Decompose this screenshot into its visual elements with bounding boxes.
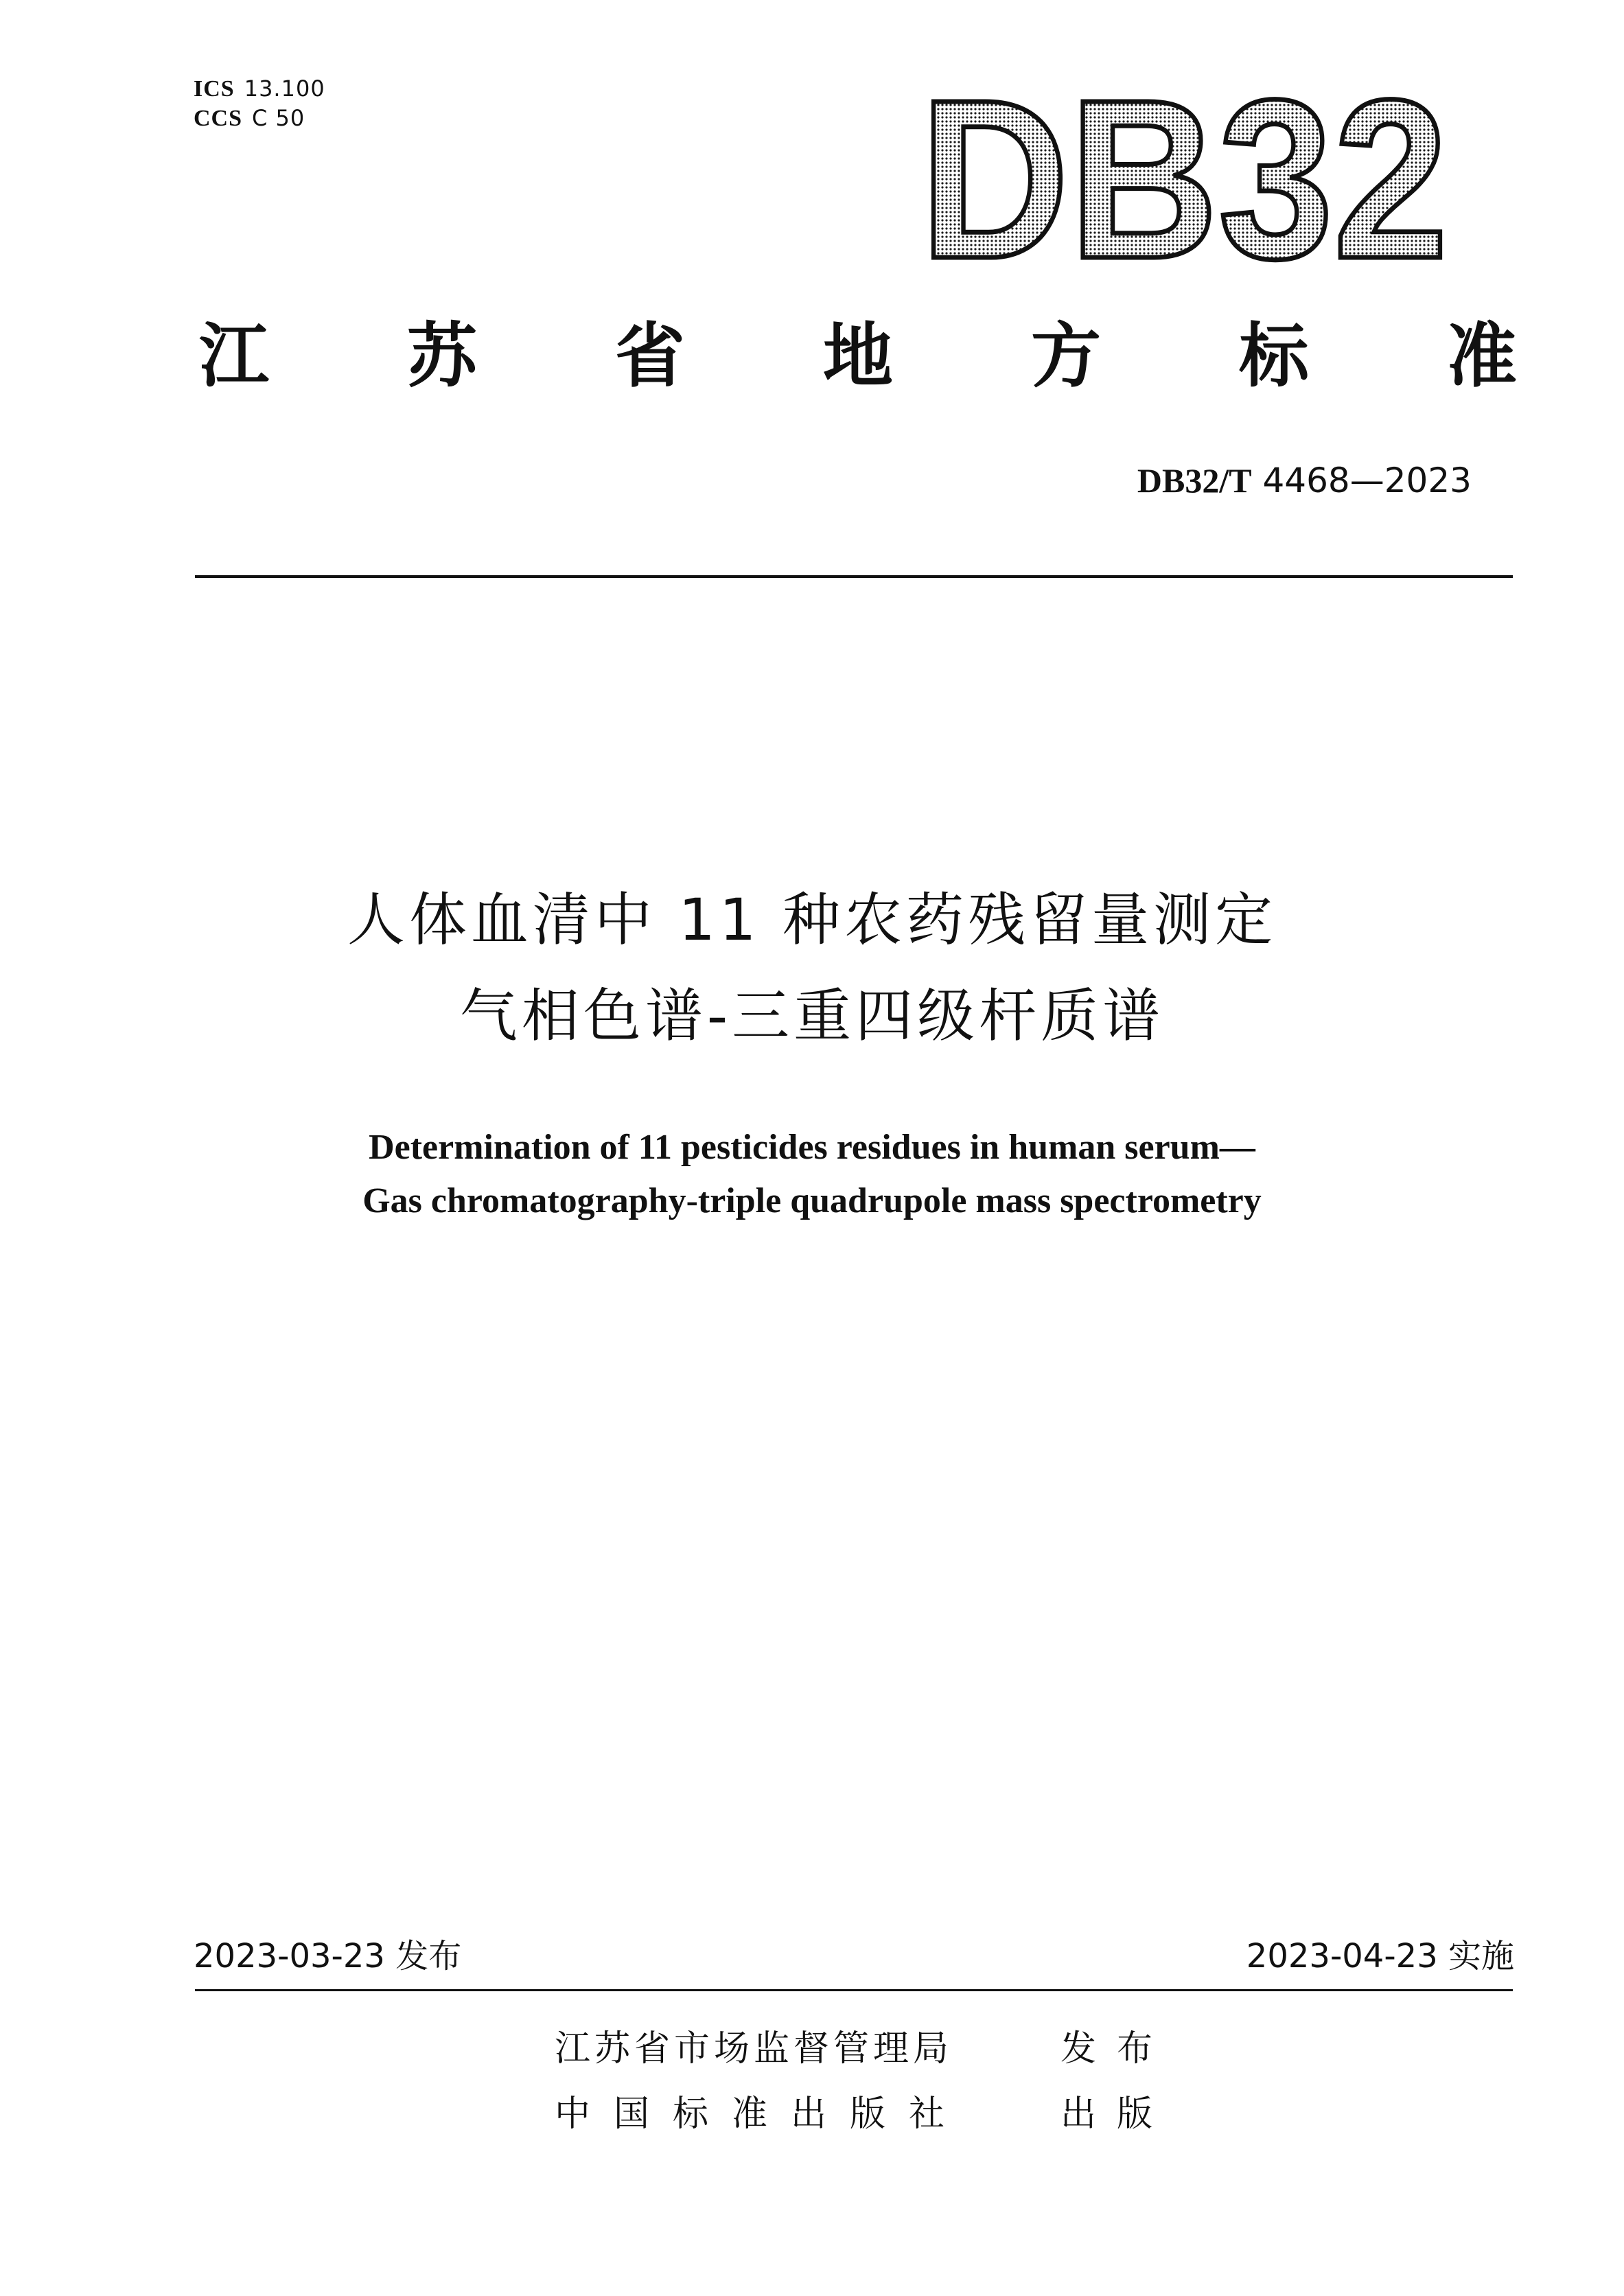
- ccs-label: CCS: [194, 106, 243, 131]
- publisher-role: 出版: [1060, 2094, 1174, 2135]
- ics-code: [194, 74, 325, 104]
- standard-number-prefix: DB32/T: [1137, 461, 1252, 500]
- heading-char: 苏: [407, 316, 477, 397]
- bottom-divider: [195, 1989, 1513, 1991]
- implementation-date: 2023-04-23 实施: [1246, 1937, 1514, 1975]
- top-divider: [195, 575, 1513, 578]
- heading-char: 标: [1239, 316, 1309, 397]
- publisher-name: 江苏省市场监督管理局: [555, 2028, 953, 2069]
- ics-label: ICS: [194, 76, 235, 102]
- ccs-value: C 50: [252, 105, 305, 131]
- heading-char: 江: [199, 316, 269, 397]
- ics-value: 13.100: [244, 76, 325, 102]
- db32-logo-text: DB32: [920, 82, 1448, 275]
- title-en-line2: Gas chromatography-triple quadrupole mass spectrometry: [362, 1181, 1262, 1220]
- title-en-line1: Determination of 11 pesticides residues in human serum—: [369, 1128, 1255, 1167]
- heading-char: 省: [615, 316, 685, 397]
- heading-char: 方: [1031, 316, 1101, 397]
- issue-date: 2023-03-23 发布: [194, 1937, 462, 1975]
- heading-char: 地: [823, 316, 893, 397]
- standard-type-heading: [199, 309, 1517, 405]
- ccs-code: [194, 104, 325, 133]
- publisher-name: 中国标准出版社: [555, 2094, 968, 2135]
- title-cn-line2: 气相色谱-三重四级杆质谱: [459, 982, 1165, 1050]
- standard-number-value: 4468—2023: [1262, 461, 1472, 500]
- publisher-role: 发布: [1060, 2028, 1174, 2069]
- heading-char: 准: [1447, 316, 1517, 397]
- classification-codes: [194, 74, 325, 133]
- db32-logo: [920, 82, 1455, 275]
- title-cn-line1: 人体血清中 11 种农药残留量测定: [347, 886, 1277, 953]
- standard-number: [1137, 460, 1472, 501]
